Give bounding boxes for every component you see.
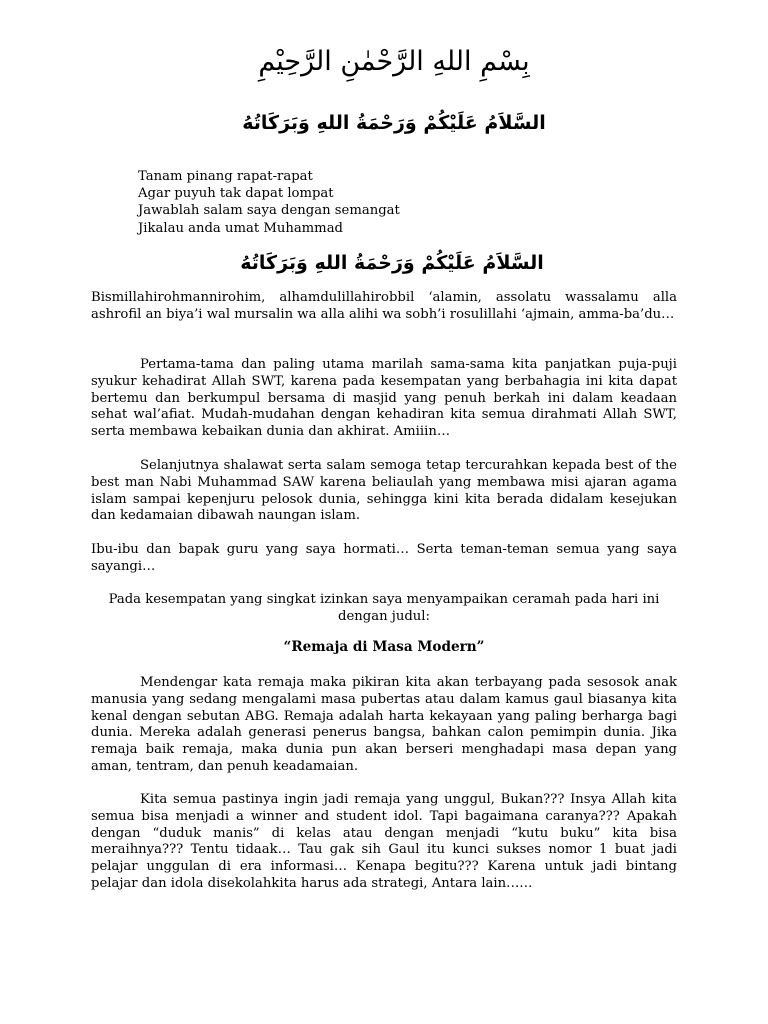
pantun-line: Tanam pinang rapat-rapat xyxy=(138,169,313,184)
salam-greeting: السَّلاَمُ عَلَيْكُمْ وَرَحْمَةُ اللهِ وَبَرَكَاتُهُ xyxy=(242,112,546,134)
pantun-block xyxy=(138,168,400,237)
speech-title: “Remaja di Masa Modern” xyxy=(283,639,485,655)
pantun-line: Jawablah salam saya dengan semangat xyxy=(138,203,400,219)
intro-paragraph: Pada kesempatan yang singkat izinkan saya menyampaikan ceramah pada hari ini dengan judul: xyxy=(108,592,660,624)
syukur-paragraph: Pertama-tama dan paling utama marilah sama-sama kita panjatkan puja-puji syukur kehadirat Allah SWT, karena pada kesempatan yang berbahagia ini kita dapat bertemu dan berkumpul bersama di masjid yang penuh berkah ini dalam keadaan sehat wal’afiat. Mudah-mudahan dengan kehadiran kita semua dirahmati Allah SWT, serta membawa kebaikan dunia dan akhirat. Amiiin… xyxy=(91,357,677,440)
greeting-paragraph: Ibu-ibu dan bapak guru yang saya hormati… Serta teman-teman semua yang saya sayangi… xyxy=(91,542,677,574)
basmalah-heading: بِسْمِ اللهِ الرَّحْمٰنِ الرَّحِيْمِ xyxy=(258,46,530,77)
opening-paragraph: Bismillahirohmannirohim, alhamdulillahirobbil ‘alamin, assolatu wassalamu alla ashrofil an biya’i wal mursalin wa alla alihi wa sobh’i rosulillahi ‘ajmain, amma-ba’du… xyxy=(91,290,677,322)
unggul-paragraph: Kita semua pastinya ingin jadi remaja yang unggul, Bukan??? Insya Allah kita semua bisa menjadi a winner and student idol. Tapi bagaimana caranya??? Apakah dengan “duduk manis” di kelas atau dengan menjadi “kutu buku” kita bisa meraihnya??? Tentu tidaak… Tau gak sih Gaul itu kunci sukses nomor 1 buat jadi pelajar unggulan di era informasi… Kenapa begitu??? Karena untuk jadi bintang pelajar dan idola disekolahkita harus ada strategi, Antara lain…… xyxy=(91,792,677,891)
shalawat-paragraph: Selanjutnya shalawat serta salam semoga tetap tercurahkan kepada best of the best man Nabi Muhammad SAW karena beliaulah yang membawa misi ajaran agama islam sampai kepenjuru pelosok dunia, sehingga kini kita berada didalam kesejukan dan kedamaian dibawah naungan islam. xyxy=(91,458,677,524)
pantun-line: Jikalau anda umat Muhammad xyxy=(138,220,343,236)
pantun-line: Agar puyuh tak dapat lompat xyxy=(138,186,334,202)
remaja-paragraph: Mendengar kata remaja maka pikiran kita akan terbayang pada sesosok anak manusia yang sedang mengalami masa pubertas atau dalam kamus gaul biasanya kita kenal dengan sebutan ABG. Remaja adalah harta kekayaan yang paling berharga bagi dunia. Mereka adalah generasi penerus bangsa, bahkan calon pemimpin dunia. Jika remaja baik remaja, maka dunia pun akan berseri menghadapi masa depan yang aman, tentram, dan penuh keadamaian. xyxy=(91,675,677,774)
salam-greeting-repeat: السَّلاَمُ عَلَيْكُمْ وَرَحْمَةُ اللهِ وَبَرَكَاتُهُ xyxy=(240,252,544,274)
